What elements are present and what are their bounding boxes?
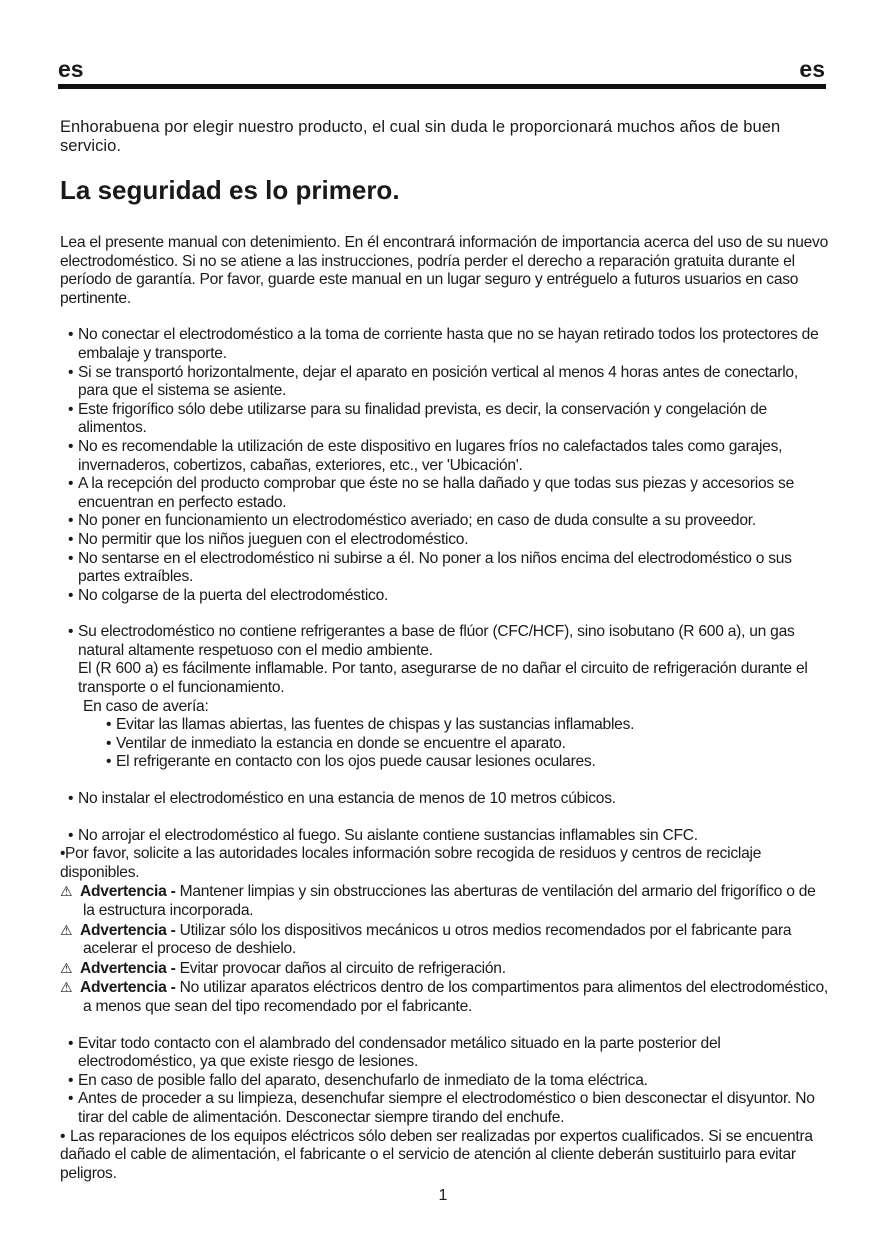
warning-item (60, 978, 830, 1016)
header-rule (58, 84, 826, 89)
warning-triangle-icon: ⚠ (60, 883, 73, 900)
warning-item (60, 882, 830, 920)
warning-triangle-icon: ⚠ (60, 959, 73, 976)
list-item: • Este frigorífico sólo debe utilizarse para su finalidad prevista, es decir, la conservación y congelación de alimentos. (60, 401, 830, 438)
list-item: • Evitar las llamas abiertas, las fuentes de chispas y las sustancias inflamables. (106, 716, 830, 735)
language-label-left: es (58, 56, 84, 82)
electrical-list (60, 1035, 830, 1184)
warning-triangle-icon: ⚠ (60, 979, 73, 996)
refrigerant-case: En caso de avería: (83, 697, 209, 715)
list-item: • Por favor, solicite a las autoridades locales información sobre recogida de residuos y centros de reciclaje disponibles. (60, 845, 830, 882)
lead-paragraph: Lea el presente manual con detenimiento. En él encontrará información de importancia acerca del uso de su nuevo electrodoméstico. Si no se atiene a las instrucciones, podría perder el derecho a reparación gratuita durante el período de garantía. Por favor, guarde este manual en un lugar seguro y entréguelo a futuros usuarios en caso pertinente. (60, 234, 829, 307)
list-item: • En caso de posible fallo del aparato, desenchufarlo de inmediato de la toma eléctrica. (60, 1072, 830, 1091)
warnings-list (60, 882, 830, 1016)
warning-label: Advertencia - (80, 959, 176, 977)
list-item: • Evitar todo contacto con el alambrado del condensador metálico situado en la parte posterior del electrodoméstico, ya que existe riesgo de lesiones. (60, 1035, 830, 1072)
list-item: • Ventilar de inmediato la estancia en donde se encuentre el aparato. (106, 735, 830, 754)
list-item: • No instalar el electrodoméstico en una estancia de menos de 10 metros cúbicos. (60, 790, 830, 809)
list-item: • Si se transportó horizontalmente, dejar el aparato en posición vertical al menos 4 horas antes de conectarlo, para que el sistema se asiente. (60, 364, 830, 401)
warning-text: Utilizar sólo los dispositivos mecánicos u otros medios recomendados por el fabricante para acelerar el proceso de deshielo. (83, 921, 792, 958)
list-item: • El refrigerante en contacto con los ojos puede causar lesiones oculares. (106, 753, 830, 772)
page-content (60, 118, 830, 1183)
warning-label: Advertencia - (80, 883, 176, 901)
warning-text: Evitar provocar daños al circuito de refrigeración. (179, 959, 506, 977)
list-item: • No sentarse en el electrodoméstico ni subirse a él. No poner a los niños encima del electrodoméstico o sus partes extraíbles. (60, 550, 830, 587)
room-section (60, 790, 830, 809)
refrigerant-text: • Su electrodoméstico no contiene refrigerantes a base de flúor (CFC/HCF), sino isobutano (R 600 a), un gas natural altamente respetuoso con el medio ambiente. (60, 623, 830, 660)
warning-label: Advertencia - (80, 921, 176, 939)
warning-item (60, 959, 830, 979)
page-title: La seguridad es lo primero. (60, 175, 400, 205)
safety-list (60, 326, 830, 605)
disposal-section (60, 827, 830, 883)
refrigerant-sublist (60, 716, 830, 772)
refrigerant-flammable: El (R 600 a) es fácilmente inflamable. Por tanto, asegurarse de no dañar el circuito de refrigeración durante el transporte o el funcionamiento. (78, 660, 808, 697)
list-item: • No arrojar el electrodoméstico al fuego. Su aislante contiene sustancias inflamables sin CFC. (60, 827, 830, 846)
language-label-right: es (799, 56, 825, 82)
list-item: • No colgarse de la puerta del electrodoméstico. (60, 587, 830, 606)
intro-paragraph: Enhorabuena por elegir nuestro producto, el cual sin duda le proporcionará muchos años de buen servicio. (60, 118, 781, 155)
list-item: • Antes de proceder a su limpieza, desenchufar siempre el electrodoméstico o bien desconectar el disyuntor. No tirar del cable de alimentación. Desconectar siempre tirando del enchufe. (60, 1090, 830, 1127)
list-item: • No permitir que los niños jueguen con el electrodoméstico. (60, 531, 830, 550)
list-item: • Las reparaciones de los equipos eléctricos sólo deben ser realizadas por expertos cualificados. Si se encuentra dañado el cable de alimentación, el fabricante o el servicio de atención al cliente deberán sustituirlo para evitar peligros. (60, 1127, 813, 1182)
list-item-text: Las reparaciones de los equipos eléctricos sólo deben ser realizadas por expertos cualificados. Si se encuentra dañado el cable de alimentación, el fabricante o el servicio de atención al cliente deberán sustituirlo para evitar peligros. (60, 1127, 813, 1182)
list-item: • A la recepción del producto comprobar que éste no se halla dañado y que todas sus piezas y accesorios se encuentran en perfecto estado. (60, 475, 830, 512)
warning-triangle-icon: ⚠ (60, 921, 73, 938)
list-item: • No poner en funcionamiento un electrodoméstico averiado; en caso de duda consulte a su proveedor. (60, 512, 830, 531)
warning-text: No utilizar aparatos eléctricos dentro de los compartimentos para alimentos del electrodoméstico, a menos que sean del tipo recomendado por el fabricante. (83, 979, 828, 1015)
list-item: • No conectar el electrodoméstico a la toma de corriente hasta que no se hayan retirado todos los protectores de embalaje y transporte. (60, 326, 830, 363)
page-number: 1 (438, 1187, 448, 1204)
warning-item (60, 921, 830, 959)
warning-label: Advertencia - (80, 979, 176, 997)
refrigerant-section (60, 623, 830, 660)
list-item: • No es recomendable la utilización de este dispositivo en lugares fríos no calefactados tales como garajes, invernaderos, cobertizos, cabañas, exteriores, etc., ver 'Ubicación'. (60, 438, 830, 475)
warning-text: Mantener limpias y sin obstrucciones las aberturas de ventilación del armario del frigorífico o de la estructura incorporada. (83, 883, 816, 919)
